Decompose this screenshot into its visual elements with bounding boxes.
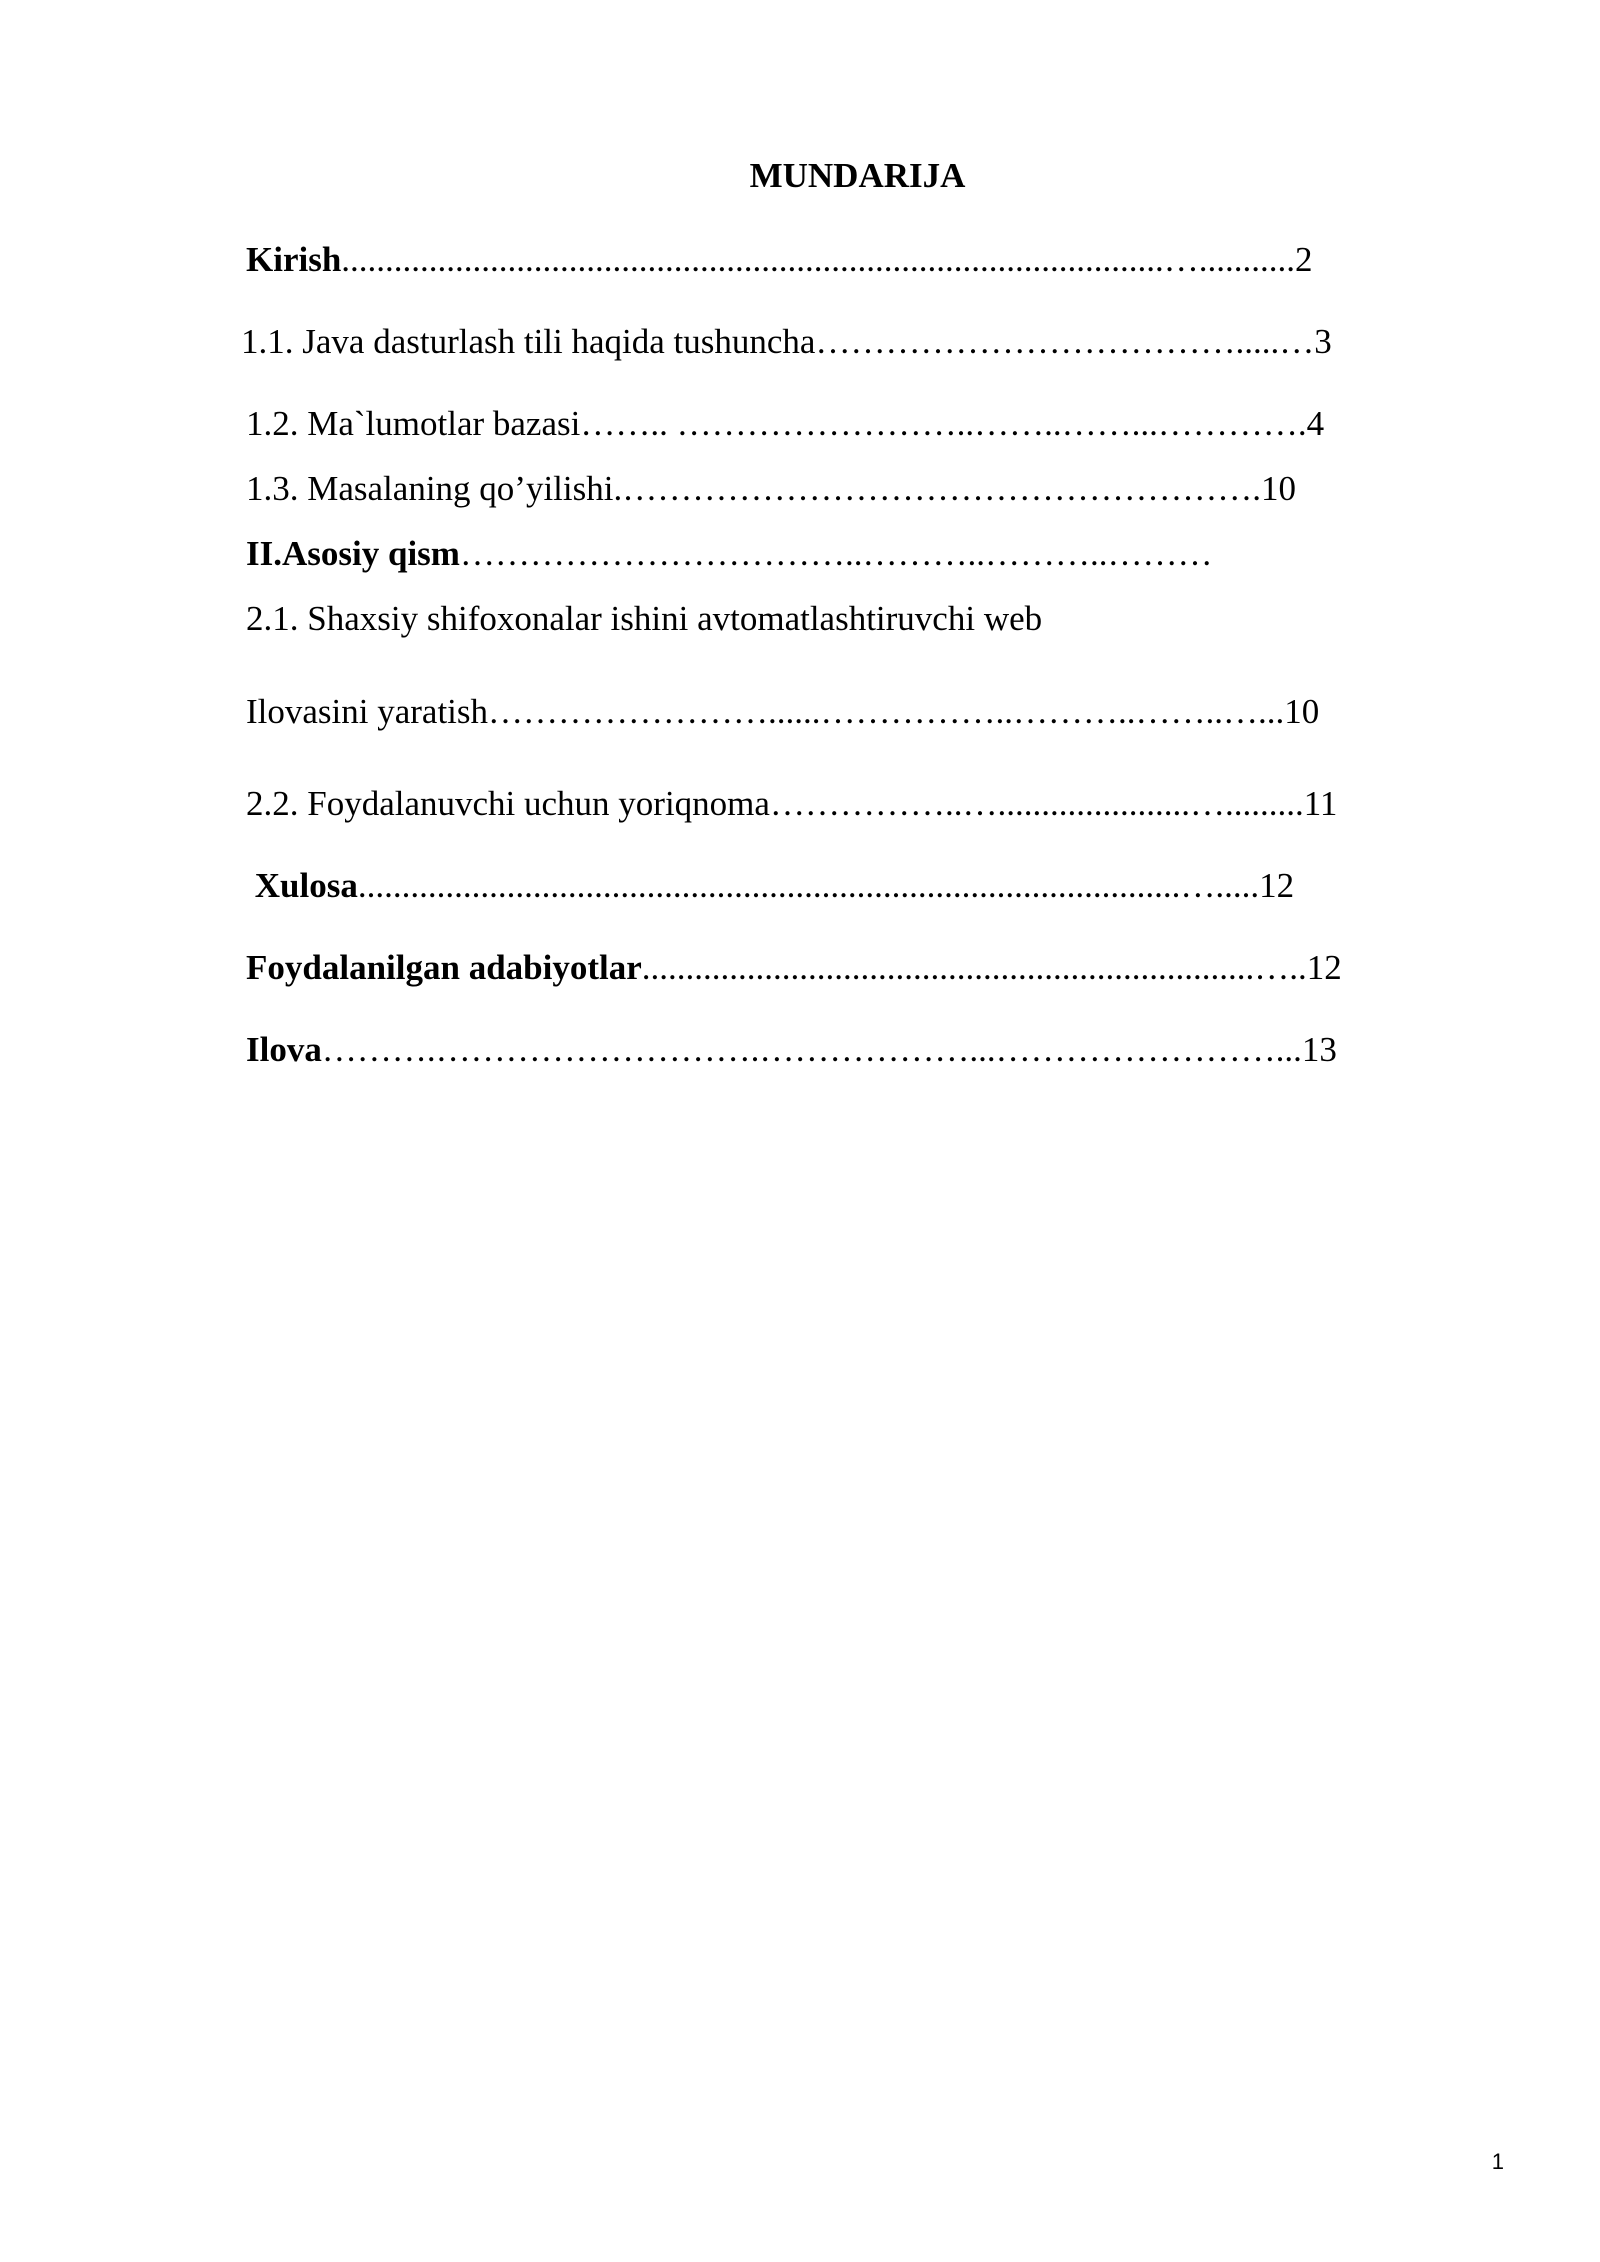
toc-entry-leader: ..............................................................................................….....12 (357, 866, 1295, 905)
toc-entry-leader: ..............................................................................................…...........2 (341, 240, 1313, 279)
toc-entry-leader: ......................................................................…..12 (641, 948, 1342, 987)
toc-entry-2-2 (246, 780, 1337, 828)
toc-entry-heading: Xulosa (246, 866, 358, 905)
toc-entry-heading: Kirish (246, 240, 342, 279)
toc-entry-text: 2.2. Foydalanuvchi uchun yoriqnoma……………..…......................….........11 (246, 784, 1338, 823)
toc-entry-text: 1.3. Masalaning qo’yilishi.……………………………………………….10 (246, 469, 1296, 508)
toc-entry-text: 1.2. Ma`lumotlar bazasi…….. ……………………..……..……...………….4 (246, 404, 1325, 443)
toc-entry-xulosa (246, 862, 1294, 910)
toc-entry-leader: ……….……………………….………………...……………………...13 (321, 1030, 1337, 1069)
page-number: 1 (1491, 2149, 1504, 2174)
toc-entry-2-1 (246, 595, 1042, 643)
toc-title: MUNDARIJA (749, 156, 966, 195)
toc-entry-heading: II.Asosiy qism (246, 534, 460, 573)
toc-entry-2-1-continued (246, 688, 1319, 736)
toc-entry-1-1 (241, 318, 1332, 366)
toc-entry-1-3 (246, 465, 1296, 513)
toc-entry-1-2 (246, 400, 1324, 448)
toc-entry-text: 2.1. Shaxsiy shifoxonalar ishini avtomatlashtiruvchi web (246, 599, 1043, 638)
toc-entry-adabiyotlar (246, 944, 1342, 992)
toc-entry-text: Ilovasini yaratish……………………......……………..………..……..…...10 (246, 692, 1320, 731)
toc-entry-heading: Ilova (246, 1030, 322, 1069)
toc-entry-ilova (246, 1026, 1337, 1074)
toc-entry-heading: Foydalanilgan adabiyotlar (246, 948, 642, 987)
toc-entry-kirish (246, 236, 1313, 284)
toc-entry-leader: ……………………………..………..………..……… (459, 534, 1213, 573)
toc-entry-text: 1.1. Java dasturlash tili haqida tushuncha……………………………….....…3 (241, 322, 1332, 361)
toc-entry-asosiy-qism (246, 530, 1212, 578)
